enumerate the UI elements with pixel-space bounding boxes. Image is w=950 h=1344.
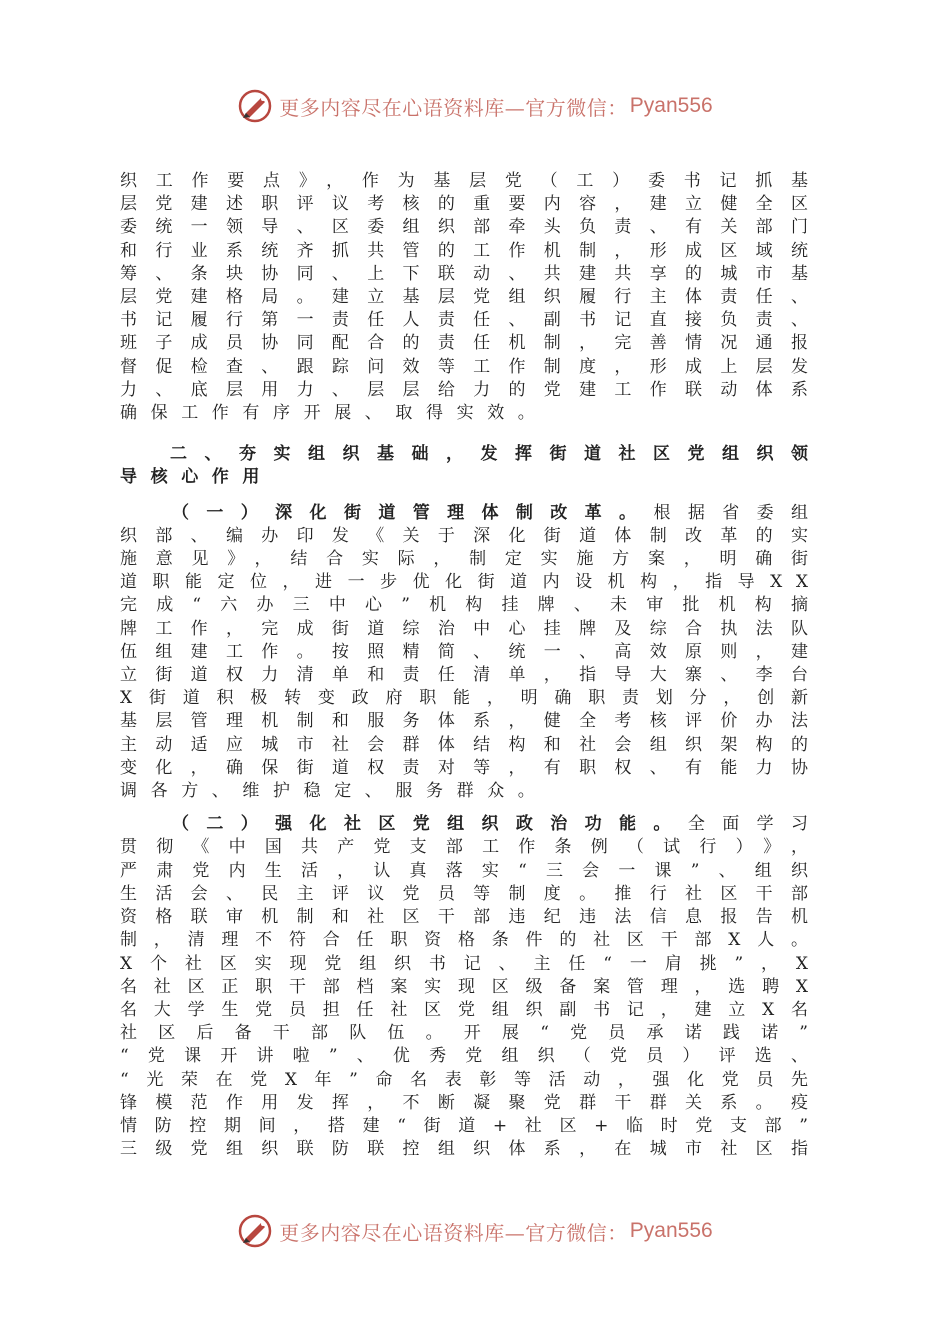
text-line: 立街道权力清单和责任清单，指导大寨、李台 bbox=[120, 665, 822, 686]
text-line: 力、底层用力、层层给力的党建工作联动体系 bbox=[120, 379, 822, 400]
text-line: 和行业系统齐抓共管的工作机制，形成区域统 bbox=[120, 240, 822, 261]
heading-line: 二、夯实组织基础，发挥街道社区党组织领 bbox=[170, 444, 822, 465]
text-line: 层党建述职评议考核的重要内容，建立健全区 bbox=[120, 194, 822, 215]
text-line: 织部、编办印发《关于深化街道体制改革的实 bbox=[120, 525, 822, 546]
watermark-header bbox=[0, 86, 950, 126]
heading-line: 导核心作用 bbox=[120, 467, 273, 488]
text-fragment: 全面学习 bbox=[687, 814, 822, 835]
text-line: X个社区实现党组织书记、主任“一肩挑”，X bbox=[120, 953, 822, 974]
text-line: X街道积极转变政府职能，明确职责划分，创新 bbox=[120, 688, 822, 709]
subsection2-paragraph bbox=[120, 813, 822, 1161]
text-line: 督促检查、跟踪问效等工作制度，形成上层发 bbox=[120, 356, 822, 377]
text-line: 三级党组织联防联控组织体系，在城市社区指 bbox=[120, 1139, 822, 1160]
document-body bbox=[120, 170, 822, 1161]
pen-logo-icon bbox=[237, 1213, 273, 1249]
watermark-text: 更多内容尽在心语资料库—官方微信： bbox=[279, 95, 628, 120]
text-line: 主动适应城市社会群体结构和社会组织架构的 bbox=[120, 734, 822, 755]
text-line bbox=[120, 813, 822, 836]
text-line: 书记履行第一责任人责任、副书记直接负责、 bbox=[120, 310, 822, 331]
text-fragment: 根据省委组 bbox=[653, 502, 822, 523]
text-line: 名大学生党员担任社区党组织副书记，建立X名 bbox=[120, 999, 822, 1020]
watermark-footer bbox=[0, 1211, 950, 1251]
text-line: 生活会、民主评议党员等制度。推行社区干部 bbox=[120, 883, 822, 904]
pen-logo-icon bbox=[237, 88, 273, 124]
watermark-wechat-id: Pyan556 bbox=[629, 1219, 713, 1242]
text-line: 社区后备干部队伍。开展“党员承诺践诺” bbox=[120, 1023, 822, 1044]
text-line: “党课开讲啦”、优秀党组织（党员）评选、 bbox=[120, 1046, 822, 1067]
text-line: 委统一领导、区委组织部牵头负责、有关部门 bbox=[120, 217, 822, 238]
text-line: 道职能定位，进一步优化街道内设机构，指导XX bbox=[120, 572, 822, 593]
subsection1-title: （一）深化街道管理体制改革。 bbox=[172, 502, 654, 523]
text-line: 完成“六办三中心”机构挂牌、未审批机构摘 bbox=[120, 595, 822, 616]
text-line: 名社区正职干部档案实现区级备案管理，选聘X bbox=[120, 976, 822, 997]
text-line: 情防控期间，搭建“街道+社区+临时党支部” bbox=[120, 1115, 822, 1136]
text-line: 筹、条块协同、上下联动、共建共享的城市基 bbox=[120, 263, 822, 284]
text-line: 织工作要点》，作为基层党（工）委书记抓基 bbox=[120, 171, 822, 191]
text-line: 牌工作，完成街道综治中心挂牌及综合执法队 bbox=[120, 618, 822, 639]
text-line: 调各方、维护稳定、服务群众。 bbox=[120, 781, 549, 802]
watermark-text: 更多内容尽在心语资料库—官方微信： bbox=[279, 1220, 628, 1245]
subsection1-paragraph bbox=[120, 502, 822, 804]
text-line bbox=[120, 502, 822, 525]
text-line: 锋模范作用发挥，不断凝聚党群干群关系。疫 bbox=[120, 1092, 822, 1113]
section1-tail-paragraph bbox=[120, 170, 822, 425]
text-line: 施意见》，结合实际，制定实施方案，明确街 bbox=[120, 549, 822, 570]
text-line: 层党建格局。建立基层党组织履行主体责任、 bbox=[120, 287, 822, 308]
text-line: 基层管理机制和服务体系，健全考核评价办法 bbox=[120, 711, 822, 732]
text-line: 资格联审机制和社区干部违纪违法信息报告机 bbox=[120, 907, 822, 928]
text-line: 确保工作有序开展、取得实效。 bbox=[120, 403, 549, 424]
text-line: 变化，确保街道权责对等，有职权、有能力协 bbox=[120, 757, 822, 778]
text-line: 伍组建工作。按照精简、统一、高效原则，建 bbox=[120, 641, 822, 662]
text-line: 严肃党内生活，认真落实“三会一课”、组织 bbox=[120, 860, 822, 881]
text-line: 贯彻《中国共产党支部工作条例（试行）》， bbox=[120, 837, 822, 858]
text-line: 制，清理不符合任职资格条件的社区干部X人。 bbox=[120, 930, 822, 951]
text-line: “光荣在党X年”命名表彰等活动，强化党员先 bbox=[120, 1069, 822, 1090]
watermark-wechat-id: Pyan556 bbox=[629, 94, 713, 117]
section2-heading bbox=[120, 443, 822, 489]
subsection2-title: （二）强化社区党组织政治功能。 bbox=[172, 814, 688, 835]
text-line: 班子成员协同配合的责任机制，完善情况通报 bbox=[120, 333, 822, 354]
